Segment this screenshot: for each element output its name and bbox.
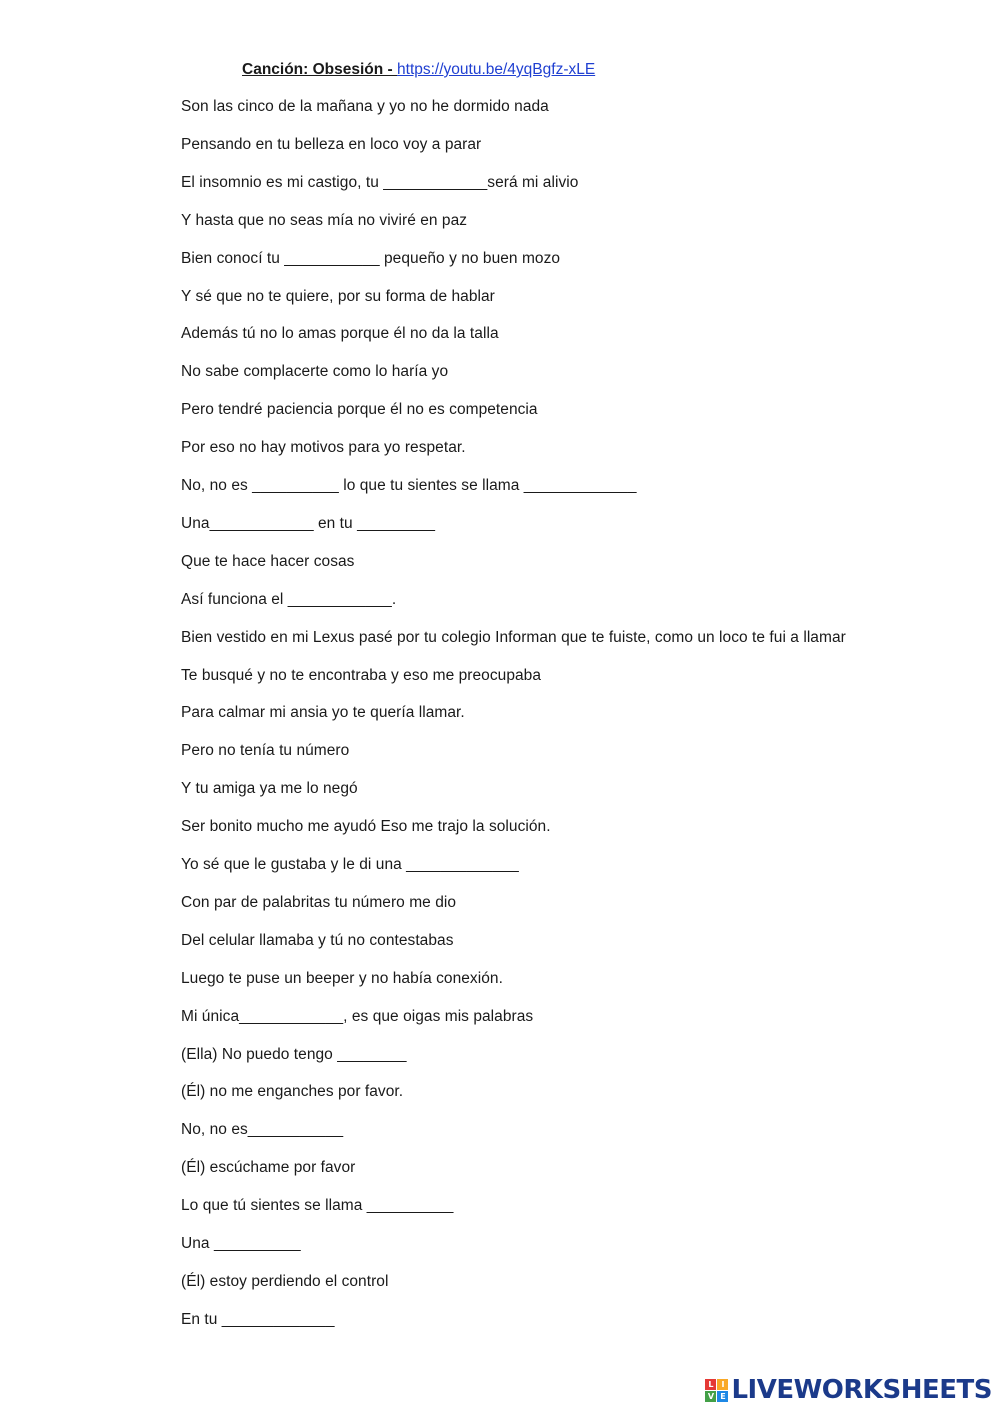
lyric-line[interactable]: Bien conocí tu ___________ pequeño y no buen mozo: [181, 250, 561, 267]
lyric-line: Y tu amiga ya me lo negó: [181, 780, 358, 797]
lyric-line: Para calmar mi ansia yo te quería llamar.: [181, 704, 465, 721]
liveworksheets-logo: [705, 1375, 992, 1405]
lyric-line: No sabe complacerte como lo haría yo: [181, 363, 449, 380]
logo-mark-icon: [705, 1379, 728, 1402]
lyric-line[interactable]: Lo que tú sientes se llama __________: [181, 1197, 454, 1214]
lyric-line: (Él) no me enganches por favor.: [181, 1083, 404, 1100]
lyric-line: Pero no tenía tu número: [181, 742, 350, 759]
lyric-line[interactable]: En tu _____________: [181, 1311, 335, 1328]
song-title-label: Canción: Obsesión -: [242, 61, 398, 78]
logo-mark-letter: L: [705, 1379, 716, 1390]
lyric-line[interactable]: Así funciona el ____________.: [181, 591, 397, 608]
lyric-line: Del celular llamaba y tú no contestabas: [181, 932, 454, 949]
lyric-line: (Él) escúchame por favor: [181, 1159, 356, 1176]
lyric-line[interactable]: (Ella) No puedo tengo ________: [181, 1046, 407, 1063]
logo-text: LIVEWORKSHEETS: [731, 1375, 992, 1405]
lyric-line[interactable]: No, no es___________: [181, 1121, 344, 1138]
lyric-line: Y hasta que no seas mía no viviré en paz: [181, 212, 468, 229]
lyric-line[interactable]: Yo sé que le gustaba y le di una _____________: [181, 856, 519, 873]
logo-mark-letter: I: [717, 1379, 728, 1390]
lyric-line: Te busqué y no te encontraba y eso me preocupaba: [181, 667, 542, 684]
lyric-line[interactable]: Una____________ en tu _________: [181, 515, 436, 532]
lyric-line: Ser bonito mucho me ayudó Eso me trajo la solución.: [181, 818, 551, 835]
lyric-line: Y sé que no te quiere, por su forma de hablar: [181, 288, 495, 305]
song-video-link[interactable]: https://youtu.be/4yqBgfz-xLE: [397, 61, 596, 78]
lyric-line[interactable]: Mi única____________, es que oigas mis palabras: [181, 1008, 534, 1025]
lyric-line: Por eso no hay motivos para yo respetar.: [181, 439, 466, 456]
lyric-line[interactable]: No, no es __________ lo que tu sientes se llama _____________: [181, 477, 637, 494]
lyric-line: Son las cinco de la mañana y yo no he dormido nada: [181, 98, 549, 115]
lyric-line: Además tú no lo amas porque él no da la talla: [181, 325, 499, 342]
song-title: [242, 61, 595, 79]
logo-mark-letter: V: [705, 1391, 716, 1402]
lyric-line[interactable]: Una __________: [181, 1235, 301, 1252]
lyric-line: Luego te puse un beeper y no había conexión.: [181, 970, 503, 987]
lyric-line: Que te hace hacer cosas: [181, 553, 355, 570]
lyric-line: Con par de palabritas tu número me dio: [181, 894, 457, 911]
lyric-line: Bien vestido en mi Lexus pasé por tu colegio Informan que te fuiste, como un loco te fui a llamar: [181, 629, 846, 646]
lyric-line: Pero tendré paciencia porque él no es competencia: [181, 401, 538, 418]
logo-mark-letter: E: [717, 1391, 728, 1402]
lyric-line: Pensando en tu belleza en loco voy a parar: [181, 136, 482, 153]
lyric-line: (Él) estoy perdiendo el control: [181, 1273, 389, 1290]
lyric-line[interactable]: El insomnio es mi castigo, tu ____________será mi alivio: [181, 174, 579, 191]
